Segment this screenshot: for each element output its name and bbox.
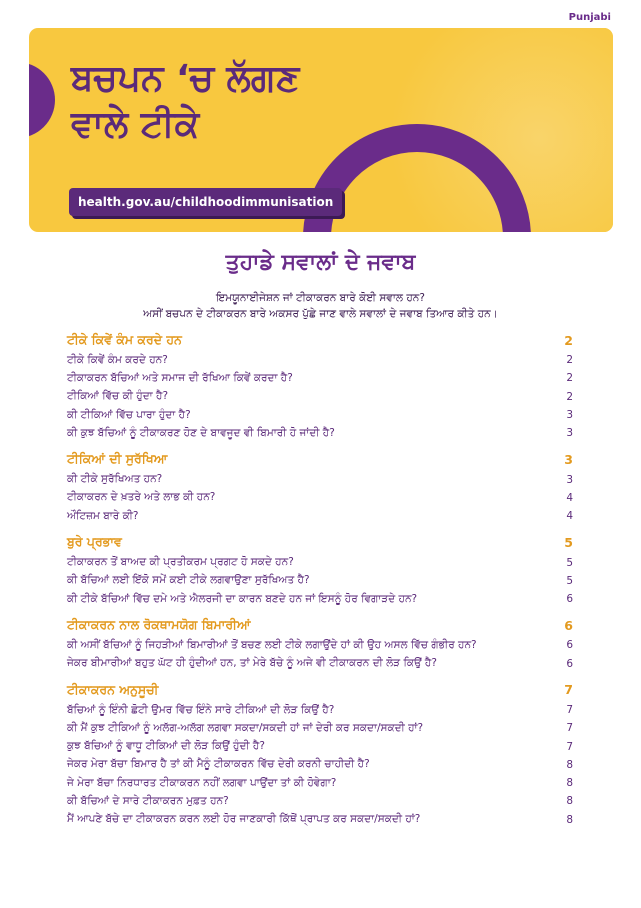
language-label: Punjabi — [568, 12, 611, 23]
toc-item-page: 8 — [566, 758, 573, 771]
toc-section-title: ਟੀਕੇ ਕਿਵੇਂ ਕੰਮ ਕਰਦੇ ਹਨ — [67, 332, 182, 347]
toc-section — [67, 614, 573, 673]
toc-item-text: ਕੀ ਟੀਕਿਆਂ ਵਿੱਚ ਪਾਰਾ ਹੁੰਦਾ ਹੈ? — [67, 408, 191, 421]
toc-item[interactable] — [67, 470, 573, 488]
toc-item-text: ਕੀ ਟੀਕੇ ਸੁਰੱਖਿਅਤ ਹਨ? — [67, 473, 163, 486]
toc-item-page: 4 — [566, 510, 573, 523]
toc-item-page: 4 — [566, 491, 573, 504]
toc-item-page: 6 — [566, 593, 573, 606]
toc-item[interactable] — [67, 737, 573, 755]
page-heading: ਤੁਹਾਡੇ ਸਵਾਲਾਂ ਦੇ ਜਵਾਬ — [225, 250, 416, 275]
toc-item-page: 7 — [566, 722, 573, 735]
toc-item[interactable] — [67, 774, 573, 792]
toc-item-page: 3 — [566, 473, 573, 486]
toc-section-page: 6 — [564, 617, 573, 633]
toc-section-title: ਟੀਕਾਕਰਨ ਨਾਲ ਰੋਕਥਾਮਯੋਗ ਬਿਮਾਰੀਆਂ — [67, 617, 251, 633]
toc-item[interactable] — [67, 590, 573, 608]
toc-section-page: 7 — [564, 682, 573, 698]
toc-item[interactable] — [67, 507, 573, 525]
toc-section — [67, 448, 573, 525]
website-link[interactable]: health.gov.au/childhoodimmunisation — [69, 188, 342, 216]
toc-item[interactable] — [67, 553, 573, 571]
toc-item-page: 2 — [566, 390, 573, 403]
toc-section-page: 3 — [564, 451, 573, 467]
toc-item[interactable] — [67, 369, 573, 387]
toc-item-text: ਜੇਕਰ ਮੇਰਾ ਬੱਚਾ ਬਿਮਾਰ ਹੈ ਤਾਂ ਕੀ ਮੈਨੂੰ ਟੀਕਾਕਰਨ ਵਿੱਚ ਦੇਰੀ ਕਰਨੀ ਚਾਹੀਦੀ ਹੈ? — [67, 758, 370, 771]
toc-item-page: 8 — [566, 795, 573, 808]
toc-item-text: ਕੀ ਬੱਚਿਆਂ ਦੇ ਸਾਰੇ ਟੀਕਾਕਰਨ ਮੁਫ਼ਤ ਹਨ? — [67, 794, 229, 807]
toc-item-text: ਜੇਕਰ ਬੀਮਾਰੀਆਂ ਬਹੁਤ ਘੱਟ ਹੀ ਹੁੰਦੀਆਂ ਹਨ, ਤਾਂ ਮੇਰੇ ਬੱਚੇ ਨੂੰ ਅਜੇ ਵੀ ਟੀਕਾਕਰਨ ਦੀ ਲੋੜ ਕਿਉਂ ਹੈ? — [67, 657, 437, 670]
banner-title-line2: ਵਾਲੇ ਟੀਕੇ — [71, 104, 200, 145]
toc-item-page: 8 — [566, 777, 573, 790]
toc-item-text: ਟੀਕਿਆਂ ਵਿੱਚ ਕੀ ਹੁੰਦਾ ਹੈ? — [67, 390, 169, 403]
toc-item[interactable] — [67, 572, 573, 590]
toc-item-page: 7 — [566, 740, 573, 753]
toc-item[interactable] — [67, 655, 573, 673]
banner-title-line1: ਬਚਪਨ ‘ਚ ਲੱਗਣ — [71, 58, 300, 99]
toc-section — [67, 531, 573, 608]
toc-section-title: ਟੀਕਾਕਰਨ ਅਨੁਸੂਚੀ — [67, 681, 159, 697]
toc-item-page: 3 — [566, 409, 573, 422]
toc-item-text: ਮੈਂ ਆਪਣੇ ਬੱਚੇ ਦਾ ਟੀਕਾਕਰਨ ਕਰਨ ਲਈ ਹੋਰ ਜਾਣਕਾਰੀ ਕਿੱਥੋਂ ਪ੍ਰਾਪਤ ਕਰ ਸਕਦਾ/ਸਕਦੀ ਹਾਂ? — [67, 813, 421, 826]
toc-item[interactable] — [67, 701, 573, 719]
toc-section-heading[interactable] — [67, 448, 573, 470]
toc-section — [67, 679, 573, 829]
toc-item-page: 5 — [566, 556, 573, 569]
toc-item-page: 3 — [566, 427, 573, 440]
toc-item-page: 5 — [566, 574, 573, 587]
toc-item[interactable] — [67, 489, 573, 507]
banner-title — [71, 56, 299, 148]
table-of-contents — [67, 329, 573, 835]
toc-item-text: ਕੁਝ ਬੱਚਿਆਂ ਨੂੰ ਵਾਧੂ ਟੀਕਿਆਂ ਦੀ ਲੋੜ ਕਿਉਂ ਹੁੰਦੀ ਹੈ? — [67, 740, 265, 753]
intro-line2: ਅਸੀਂ ਬਚਪਨ ਦੇ ਟੀਕਾਕਰਨ ਬਾਰੇ ਅਕਸਰ ਪੁੱਛੇ ਜਾਣ ਵਾਲੇ ਸਵਾਲਾਂ ਦੇ ਜਵਾਬ ਤਿਆਰ ਕੀਤੇ ਹਨ। — [143, 308, 498, 320]
toc-item[interactable] — [67, 406, 573, 424]
toc-section-heading[interactable] — [67, 531, 573, 553]
toc-item-text: ਟੀਕੇ ਕਿਵੇਂ ਕੰਮ ਕਰਦੇ ਹਨ? — [67, 353, 168, 366]
toc-section-heading[interactable] — [67, 614, 573, 636]
toc-section-title: ਟੀਕਿਆਂ ਦੀ ਸੁਰੱਖਿਆ — [67, 451, 168, 467]
toc-section-title: ਬੁਰੇ ਪ੍ਰਭਾਵ — [67, 534, 122, 550]
toc-section-page: 2 — [564, 332, 573, 348]
toc-item[interactable] — [67, 756, 573, 774]
toc-item[interactable] — [67, 719, 573, 737]
toc-section — [67, 329, 573, 442]
toc-section-heading[interactable] — [67, 679, 573, 701]
toc-item-text: ਜੇ ਮੇਰਾ ਬੱਚਾ ਨਿਰਧਾਰਤ ਟੀਕਾਕਰਨ ਨਹੀਂ ਲਗਵਾ ਪਾਉਂਦਾ ਤਾਂ ਕੀ ਹੋਵੇਗਾ? — [67, 776, 337, 789]
toc-item[interactable] — [67, 636, 573, 654]
toc-item-text: ਕੀ ਟੀਕੇ ਬੱਚਿਆਂ ਵਿੱਚ ਦਮੇ ਅਤੇ ਐਲਰਜੀ ਦਾ ਕਾਰਨ ਬਣਦੇ ਹਨ ਜਾਂ ਇਸਨੂੰ ਹੋਰ ਵਿਗਾੜਦੇ ਹਨ? — [67, 592, 418, 605]
toc-item-text: ਟੀਕਾਕਰਨ ਬੱਚਿਆਂ ਅਤੇ ਸਮਾਜ ਦੀ ਰੱਖਿਆ ਕਿਵੇਂ ਕਰਦਾ ਹੈ? — [67, 371, 293, 384]
toc-item[interactable] — [67, 351, 573, 369]
toc-item-text: ਕੀ ਅਸੀਂ ਬੱਚਿਆਂ ਨੂੰ ਜਿਹੜੀਆਂ ਬਿਮਾਰੀਆਂ ਤੋਂ ਬਚਣ ਲਈ ਟੀਕੇ ਲਗਾਉਂਦੇ ਹਾਂ ਕੀ ਉਹ ਅਸਲ ਵਿੱਚ ਗੰਭੀਰ ਹਨ? — [67, 638, 477, 651]
toc-section-page: 5 — [564, 534, 573, 550]
toc-item-text: ਔਟਿਜ਼ਮ ਬਾਰੇ ਕੀ? — [67, 509, 139, 522]
toc-section-heading[interactable] — [67, 329, 573, 351]
toc-item[interactable] — [67, 388, 573, 406]
toc-item-text: ਕੀ ਬੱਚਿਆਂ ਲਈ ਇੱਕੋ ਸਮੇਂ ਕਈ ਟੀਕੇ ਲਗਵਾਉਣਾ ਸੁਰੱਖਿਅਤ ਹੈ? — [67, 574, 310, 587]
toc-item-page: 6 — [566, 639, 573, 652]
toc-item-text: ਟੀਕਾਕਰਨ ਤੋਂ ਬਾਅਦ ਕੀ ਪ੍ਰਤੀਕਰਮ ਪ੍ਰਗਟ ਹੋ ਸਕਦੇ ਹਨ? — [67, 556, 294, 569]
toc-item[interactable] — [67, 811, 573, 829]
toc-item-text: ਬੱਚਿਆਂ ਨੂੰ ਇੰਨੀ ਛੋਟੀ ਉਮਰ ਵਿੱਚ ਇੰਨੇ ਸਾਰੇ ਟੀਕਿਆਂ ਦੀ ਲੋੜ ਕਿਉਂ ਹੈ? — [67, 703, 335, 716]
toc-item-page: 2 — [566, 354, 573, 367]
intro-text — [0, 290, 641, 322]
toc-item-text: ਕੀ ਕੁਝ ਬੱਚਿਆਂ ਨੂੰ ਟੀਕਾਕਰਣ ਹੋਣ ਦੇ ਬਾਵਜੂਦ ਵੀ ਬਿਮਾਰੀ ਹੋ ਜਾਂਦੀ ਹੈ? — [67, 426, 335, 439]
toc-item-text: ਟੀਕਾਕਰਨ ਦੇ ਖ਼ਤਰੇ ਅਤੇ ਲਾਭ ਕੀ ਹਨ? — [67, 491, 216, 504]
toc-item[interactable] — [67, 424, 573, 442]
toc-item-page: 8 — [566, 813, 573, 826]
toc-item-text: ਕੀ ਮੈਂ ਕੁਝ ਟੀਕਿਆਂ ਨੂੰ ਅਲੱਗ-ਅਲੱਗ ਲਗਵਾ ਸਕਦਾ/ਸਕਦੀ ਹਾਂ ਜਾਂ ਦੇਰੀ ਕਰ ਸਕਦਾ/ਸਕਦੀ ਹਾਂ? — [67, 721, 424, 734]
toc-item-page: 6 — [566, 657, 573, 670]
toc-item-page: 2 — [566, 372, 573, 385]
header-banner — [29, 28, 613, 232]
intro-line1: ਇਮਯੂਨਾਈਜੇਸ਼ਨ ਜਾਂ ਟੀਕਾਕਰਨ ਬਾਰੇ ਕੋਈ ਸਵਾਲ ਹਨ? — [216, 292, 425, 304]
toc-item-page: 7 — [566, 704, 573, 716]
toc-item[interactable] — [67, 792, 573, 810]
